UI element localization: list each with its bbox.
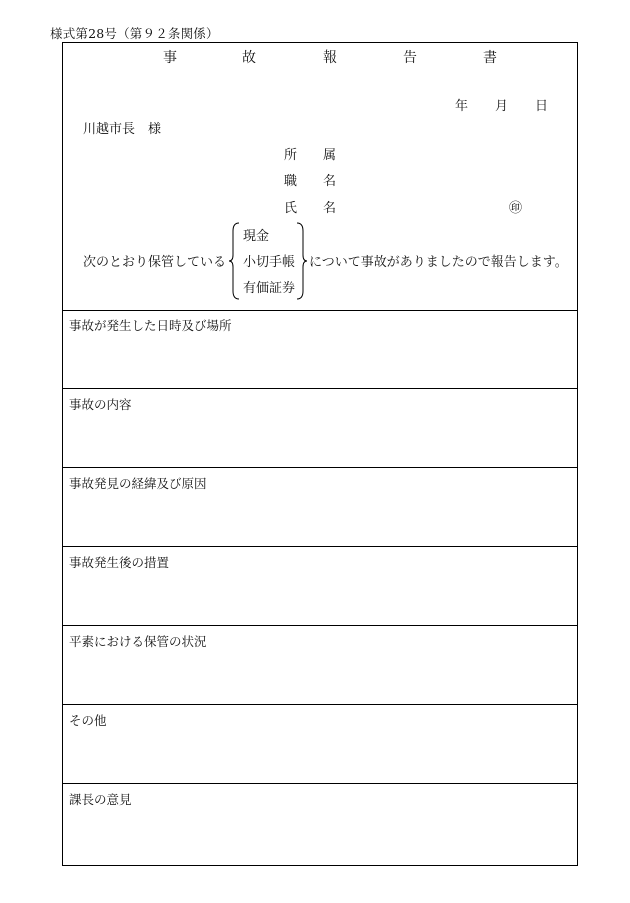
position-label-1: 職 [284, 174, 298, 189]
right-brace [295, 221, 309, 301]
statement-item-securities: 有価証券 [243, 281, 296, 296]
section-occurrence [63, 310, 577, 389]
section-manager-opinion [63, 784, 577, 865]
affiliation-label-2: 属 [323, 148, 337, 163]
seal-mark: ㊞ [509, 201, 523, 216]
position-label-2: 名 [323, 174, 337, 189]
section-other [63, 705, 577, 784]
statement-item-cash: 現金 [243, 229, 270, 244]
date-month-label: 月 [495, 99, 509, 114]
section-label: 事故が発生した日時及び場所 [69, 318, 232, 333]
title-char: 報 [323, 50, 337, 66]
statement-prefix: 次のとおり保管している [83, 255, 227, 270]
section-label: 事故の内容 [69, 397, 132, 412]
addressee: 川越市長 様 [83, 122, 162, 137]
title-char: 書 [483, 50, 497, 66]
name-label-1: 氏 [284, 201, 298, 216]
date-year-label: 年 [455, 99, 469, 114]
title-char: 故 [242, 50, 256, 66]
section-label: 平素における保管の状況 [69, 634, 207, 649]
section-label: 事故発生後の措置 [69, 555, 170, 570]
statement-suffix: について事故がありましたので報告します。 [309, 255, 568, 270]
section-label: 課長の意見 [69, 792, 132, 807]
report-form [62, 42, 578, 866]
section-label: その他 [69, 713, 107, 728]
statement-item-checkbook: 小切手帳 [243, 255, 296, 270]
section-storage [63, 626, 577, 705]
section-label: 事故発見の経緯及び原因 [69, 476, 207, 491]
left-brace [227, 221, 241, 301]
form-header [63, 43, 577, 311]
affiliation-label-1: 所 [284, 148, 298, 163]
title-char: 事 [163, 50, 177, 66]
date-day-label: 日 [535, 99, 549, 114]
section-discovery [63, 468, 577, 547]
section-content [63, 389, 577, 468]
section-measures [63, 547, 577, 626]
form-number: 様式第28号（第９２条関係） [50, 26, 219, 41]
name-label-2: 名 [323, 201, 337, 216]
title-char: 告 [403, 50, 417, 66]
